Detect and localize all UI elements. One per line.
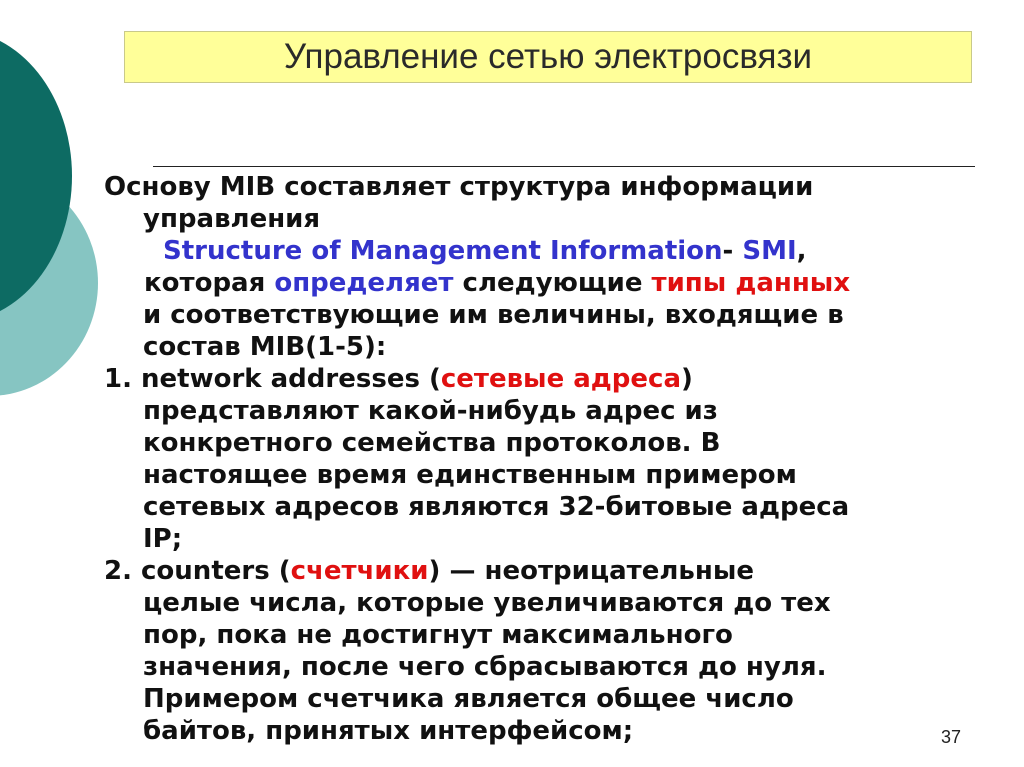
- item-2-suffix: ) — неотрицательные: [428, 556, 754, 586]
- intro-line-4: [104, 267, 984, 299]
- defines-word: определяет: [274, 268, 454, 298]
- intro-line-6: состав MIB(1-5):: [143, 332, 387, 362]
- item-2-line: байтов, принятых интерфейсом;: [143, 716, 634, 746]
- item-2-line: пор, пока не достигнут максимального: [143, 620, 733, 650]
- smi-line: [104, 235, 984, 267]
- item-1-term: сетевые адреса: [440, 364, 682, 394]
- which-mid: следующие: [453, 268, 652, 298]
- smi-full-name: Structure of Management Information: [163, 236, 723, 266]
- item-1-heading: [104, 363, 984, 395]
- item-2-line: целые числа, которые увеличиваются до тех: [143, 588, 831, 618]
- item-1-line: конкретного семейства протоколов. В: [143, 428, 721, 458]
- smi-comma: ,: [796, 236, 807, 266]
- smi-dash: -: [722, 236, 743, 266]
- smi-abbreviation: SMI: [742, 236, 797, 266]
- which-prefix: которая: [144, 268, 275, 298]
- item-2-line: значения, после чего сбрасываются до нуля.: [143, 652, 827, 682]
- item-2-line: Примером счетчика является общее число: [143, 684, 794, 714]
- slide-title: Управление сетью электросвязи: [283, 37, 813, 76]
- divider-line: [153, 166, 975, 167]
- page-number: 37: [941, 727, 962, 747]
- item-1-line: настоящее время единственным примером: [143, 460, 797, 490]
- slide-title-box: [124, 31, 972, 83]
- intro-line-2: управления: [143, 204, 321, 234]
- item-2-prefix: 2. counters (: [104, 556, 291, 586]
- item-2-term: счетчики: [290, 556, 429, 586]
- intro-line-1: Основу MIB составляет структура информации: [104, 172, 814, 202]
- item-1-suffix: ): [681, 364, 693, 394]
- data-types-term: типы данных: [651, 268, 851, 298]
- slide-body: [104, 171, 984, 747]
- intro-line-5: и соответствующие им величины, входящие в: [143, 300, 844, 330]
- item-1-line: представляют какой-нибудь адрес из: [143, 396, 718, 426]
- item-1-prefix: 1. network addresses (: [104, 364, 441, 394]
- item-1-line: сетевых адресов являются 32-битовые адреса: [143, 492, 850, 522]
- item-2-heading: [104, 555, 984, 587]
- item-1-line: IP;: [143, 524, 183, 554]
